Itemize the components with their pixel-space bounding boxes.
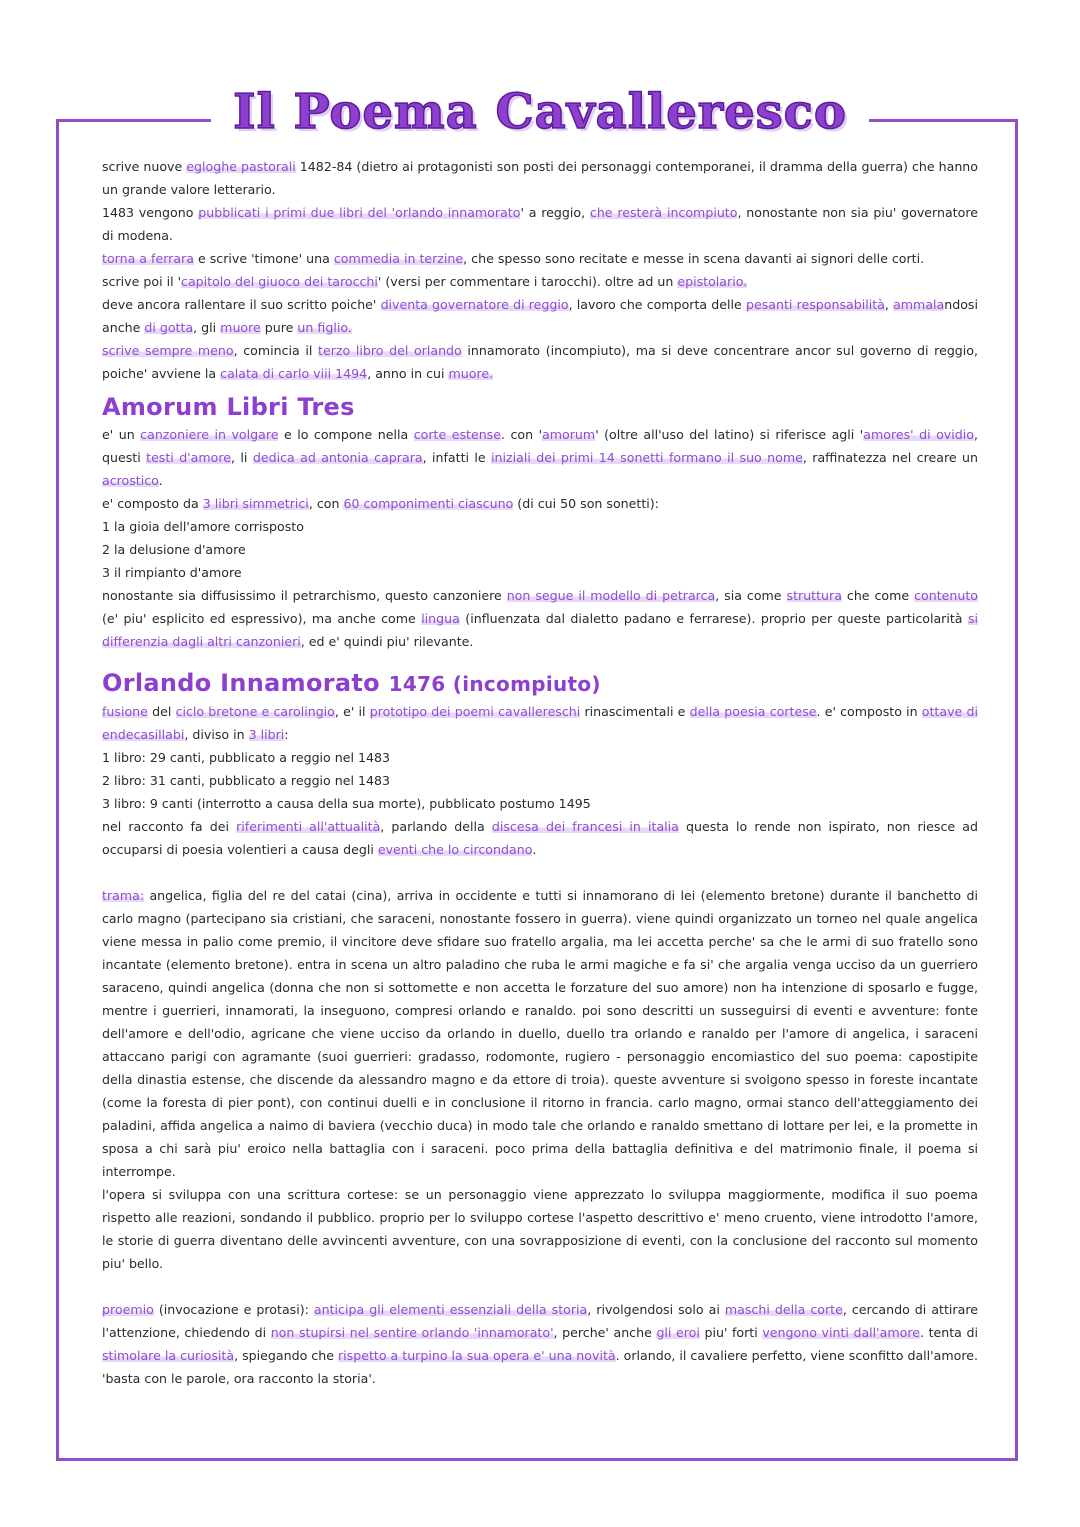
highlighted-text: non stupirsi nel sentire orlando 'innamorato' [270,1325,554,1340]
highlighted-text: commedia in terzine [333,251,464,266]
orlando-paragraph [102,815,978,861]
highlighted-text: corte estense [413,427,501,442]
highlighted-text: rispetto a turpino la sua opera e' una novità [337,1348,616,1363]
intro-paragraph [102,293,978,339]
body-text: 1482-84 (dietro ai protagonisti son posti dei personaggi contemporanei, il dramma della guerra) che hanno un grande valore letterario. [102,159,978,197]
body-text: , cercando di attirare l'attenzione, chiedendo di [102,1302,978,1340]
body-text: . [158,473,163,488]
section-heading-amorum: Amorum Libri Tres [102,393,355,421]
highlighted-text: scrive sempre meno [102,343,234,358]
body-text: , con [308,496,344,511]
highlighted-text: anticipa gli elementi essenziali della storia [313,1302,588,1317]
list-item: 2 la delusione d'amore [102,542,246,557]
body-text: piu' forti [699,1325,763,1340]
body-text: (influenzata dal dialetto padano e ferrarese). proprio per queste particolarità [459,611,968,626]
highlighted-text: muore [220,320,261,335]
orlando-books-list [102,746,978,815]
highlighted-text: riferimenti all'attualità [236,819,381,834]
highlighted-text: stimolare la curiosità [102,1348,235,1363]
body-text: del [147,704,176,719]
intro-paragraph [102,270,978,293]
body-text: . [532,842,537,857]
highlighted-text: non segue il modello di petrarca [506,588,716,603]
orlando-section [102,700,978,1390]
intro-paragraph [102,247,978,270]
trama-paragraph [102,884,978,1183]
body-text: questa lo rende non ispirato, non riesce ad occuparsi di poesia volentieri a causa degli [102,819,978,857]
highlighted-text: ammala [893,297,945,312]
body-text: , perche' anche [553,1325,657,1340]
highlighted-text: della poesia cortese [689,704,817,719]
highlighted-text: canzoniere in volgare [140,427,279,442]
body-text: . e' composto in [816,704,922,719]
amorum-paragraph [102,492,978,515]
body-text: , spiegando che [234,1348,338,1363]
orlando-paragraph [102,700,978,746]
body-text: e' un [102,427,141,442]
highlighted-text: epistolario. [677,274,748,289]
highlighted-text: calata di carlo viii 1494 [220,366,368,381]
opera-paragraph [102,1183,978,1275]
body-text: , comincia il [233,343,319,358]
spacer [102,1275,978,1298]
notes-body [102,155,978,1390]
body-text: , questi [102,427,978,465]
body-text: , anno in cui [367,366,449,381]
section-heading-orlando-subtitle: 1476 (incompiuto) [388,672,601,696]
highlighted-text: discesa dei francesi in italia [491,819,679,834]
highlighted-text: ottave di endecasillabi [102,704,978,742]
body-text: nel racconto fa dei [102,819,237,834]
body-text: , sia come [715,588,787,603]
highlighted-text: dedica ad antonia caprara [252,450,423,465]
body-text: , [884,297,894,312]
highlighted-text: trama: [102,888,145,903]
body-text: , e' il [334,704,370,719]
highlighted-text: di gotta [144,320,194,335]
body-text: nonostante sia diffusissimo il petrarchismo, questo canzoniere [102,588,507,603]
amorum-books-list [102,515,978,584]
highlighted-text: 3 libri [248,727,285,742]
highlighted-text: struttura [786,588,842,603]
highlighted-text: iniziali dei primi 14 sonetti formano il suo nome [491,450,803,465]
highlighted-text: maschi della corte [724,1302,843,1317]
highlighted-text: testi d'amore [146,450,232,465]
body-text: , parlando della [380,819,492,834]
highlighted-text: 3 libri simmetrici [202,496,309,511]
highlighted-text: pubblicati i primi due libri del 'orlando innamorato [198,205,521,220]
amorum-paragraph [102,423,978,492]
highlighted-text: che resterà incompiuto [589,205,738,220]
body-text: , gli [193,320,221,335]
body-text: deve ancora rallentare il suo scritto poiche' [102,297,381,312]
body-text: (di cui 50 son sonetti): [513,496,659,511]
body-text: ndosi anche [102,297,978,335]
body-text: : [284,727,289,742]
body-text: , nonostante non sia piu' governatore di modena. [102,205,978,243]
list-item: 1 la gioia dell'amore corrisposto [102,519,304,534]
highlighted-text: gli eroi [656,1325,700,1340]
highlighted-text: contenuto [914,588,979,603]
highlighted-text: ciclo bretone e carolingio [175,704,335,719]
body-text: ' (versi per commentare i tarocchi). oltre ad un [377,274,678,289]
body-text: innamorato (incompiuto), ma si deve concentrare ancor sul governo di reggio, poiche' avviene la [102,343,979,381]
body-text: ' a reggio, [520,205,590,220]
body-text: e lo compone nella [278,427,414,442]
section-heading-orlando-title: Orlando Innamorato [102,669,380,697]
body-text: scrive nuove [102,159,187,174]
body-text: . con ' [500,427,543,442]
highlighted-text: lingua [421,611,460,626]
list-item: 3 libro: 9 canti (interrotto a causa della sua morte), pubblicato postumo 1495 [102,796,591,811]
body-text: , li [231,450,253,465]
highlighted-text: proemio [102,1302,154,1317]
highlighted-text: prototipo dei poemi cavallereschi [369,704,581,719]
body-text: , ed e' quindi piu' rilevante. [300,634,474,649]
section-heading-orlando [102,667,978,700]
highlighted-text: fusione [102,704,148,719]
list-item: 1 libro: 29 canti, pubblicato a reggio nel 1483 [102,750,391,765]
list-item: 3 il rimpianto d'amore [102,565,242,580]
intro-paragraph [102,201,978,247]
body-text: , infatti le [422,450,492,465]
amorum-paragraph [102,584,978,653]
highlighted-text: torna a ferrara [102,251,194,266]
proemio-paragraph [102,1298,978,1390]
body-text: e scrive 'timone' una [193,251,334,266]
highlighted-text: eventi che lo circondano [377,842,533,857]
body-text: l'opera si sviluppa con una scrittura cortese: se un personaggio viene apprezzato lo sviluppa maggiormente, modifica il suo poema rispetto alle reazioni, sondando il pubblico. proprio per lo sviluppo cortese l'aspetto descrittivo e' meno cruento, viene introdotto l'amore, le storie di guerra diventano delle avvincenti avventure, con una sovrapposizione di eventi, con la conclusione del racconto sul momento piu' bello. [102,1187,978,1271]
body-text: (e' piu' esplicito ed espressivo), ma anche come [102,611,422,626]
body-text: . orlando, il cavaliere perfetto, viene sconfitto dall'amore. 'basta con le parole, ora racconto la storia'. [102,1348,978,1386]
highlighted-text: pesanti responsabilità [745,297,885,312]
highlighted-text: amorum [542,427,596,442]
body-text: che come [841,588,915,603]
body-text: e' composto da [102,496,203,511]
highlighted-text: 60 componimenti ciascuno [343,496,514,511]
highlighted-text: si differenzia dagli altri canzonieri [102,611,978,649]
intro-paragraph [102,155,978,201]
amorum-section [102,423,978,653]
intro-paragraph [102,339,978,385]
body-text: , raffinatezza nel creare un [802,450,978,465]
highlighted-text: muore. [448,366,494,381]
body-text: . tenta di [919,1325,978,1340]
intro-section [102,155,978,385]
highlighted-text: acrostico [102,473,159,488]
body-text: scrive poi il ' [102,274,182,289]
highlighted-text: un figlio. [297,320,352,335]
highlighted-text: capitolo del giuoco dei tarocchi [181,274,378,289]
body-text: ' (oltre all'uso del latino) si riferisce agli ' [595,427,864,442]
highlighted-text: vengono vinti dall'amore [762,1325,920,1340]
body-text: , che spesso sono recitate e messe in scena davanti ai signori delle corti. [463,251,925,266]
body-text: , rivolgendosi solo ai [587,1302,725,1317]
body-text: rinascimentali e [580,704,690,719]
highlighted-text: diventa governatore di reggio [380,297,569,312]
spacer [102,861,978,884]
body-text: angelica, figlia del re del catai (cina), arriva in occidente e tutti si innamorano di lei (elemento bretone) durante il banchetto di carlo magno (partecipano sia cristiani, che saraceni, nonostante fossero in guerra). viene quindi organizzato un torneo nel quale angelica viene messa in palio come premio, il vincitore deve sfidare suo fratello argalia, ma lei accetta perche' sa che le armi di suo fratello sono incantate (elemento bretone). entra in scena un altro paladino che ruba le armi magiche e fa si' che argalia venga ucciso da un guerriero saraceno, quindi angelica (donna che non si sottomette e non accetta le forzature del suo amore) non ha intenzione di sposarlo e fugge, mentre i guerrieri, innamorati, la inseguono, compresi orlando e ranaldo. poi sono descritti un susseguirsi di eventi e avventure: fonte dell'amore e dell'odio, agricane che viene ucciso da orlando in duello, duello tra orlando e ranaldo per l'amore di angelica, i saraceni attaccano parigi con agramante (suoi guerrieri: gradasso, rodomonte, rugiero - personaggio encomiastico del suo poema: capostipite della dinastia estense, che discende da alessandro magno e da ettore di troia). queste avventure si svolgono spesso in foreste incantate (come la foresta di pier pont), con continui duelli e in conclusione il ritorno in francia. carlo magno, ormai stanco dell'atteggiamento dei paladini, affida angelica a naimo di baviera (vecchio duca) in modo tale che orlando e ranaldo smettano di lottare per lei, e la promette in sposa a chi sarà piu' eroico nella battaglia con i saraceni. poco prima della battaglia definitiva e del matrimonio finale, il poema si interrompe. [102,888,978,1179]
highlighted-text: egloghe pastorali [186,159,296,174]
body-text: 1483 vengono [102,205,199,220]
body-text: pure [260,320,298,335]
list-item: 2 libro: 31 canti, pubblicato a reggio nel 1483 [102,773,391,788]
page-title: Il Poema Cavalleresco [0,72,1080,152]
body-text: (invocazione e protasi): [153,1302,314,1317]
highlighted-text: amores' di ovidio [863,427,974,442]
body-text: , diviso in [184,727,249,742]
body-text: , lavoro che comporta delle [568,297,746,312]
highlighted-text: terzo libro del orlando [318,343,462,358]
